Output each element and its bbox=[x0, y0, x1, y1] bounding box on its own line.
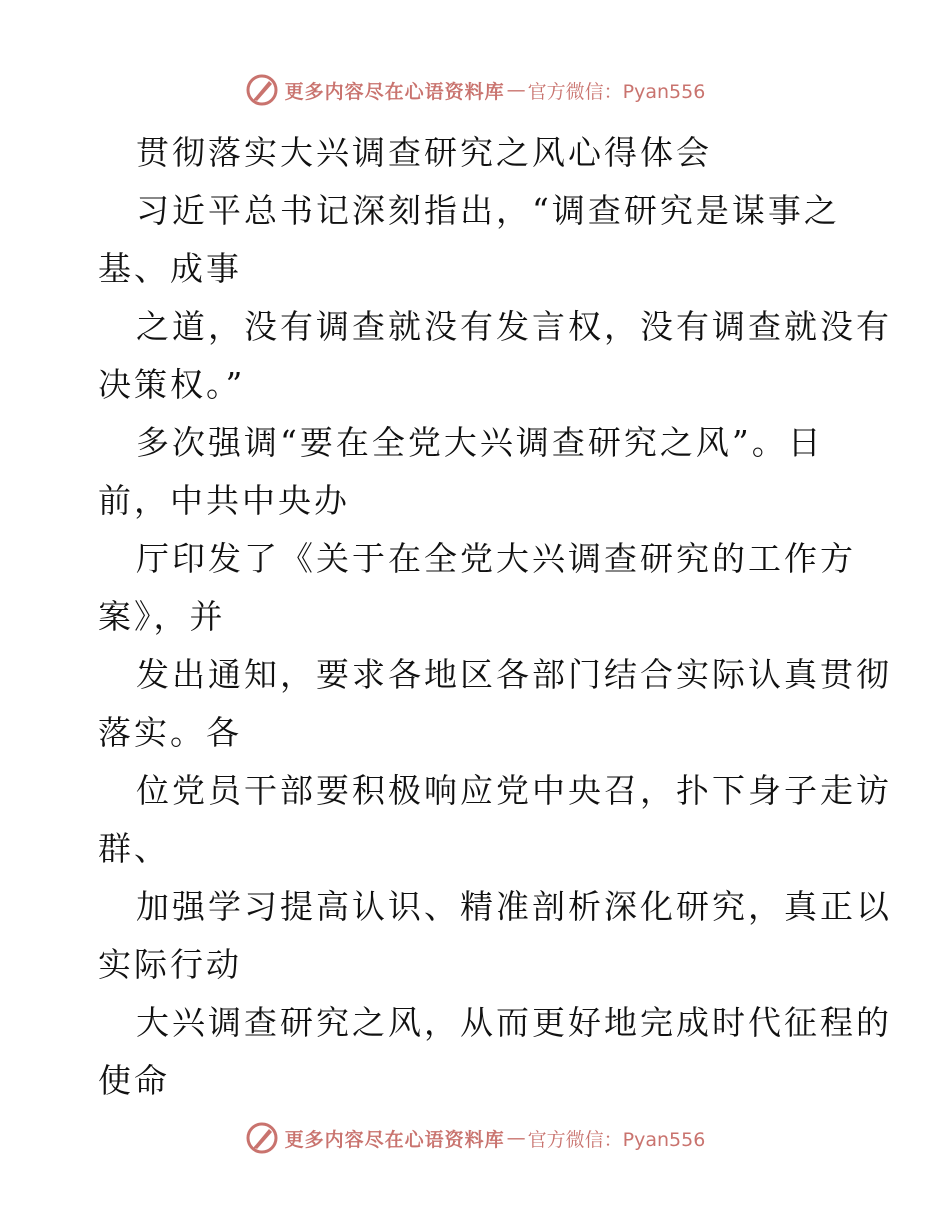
watermark-separator: — bbox=[506, 79, 526, 101]
text-line: 实际行动 bbox=[98, 945, 242, 984]
text-line: 之道，没有调查就没有发言权，没有调查就没有 bbox=[136, 307, 892, 346]
text-line: 位党员干部要积极响应党中央召，扑下身子走访 bbox=[136, 771, 892, 810]
document-body bbox=[98, 124, 892, 1110]
text-line: 大兴调查研究之风，从而更好地完成时代征程的 bbox=[136, 1003, 892, 1042]
document-title: 贯彻落实大兴调查研究之风心得体会 bbox=[136, 133, 712, 172]
watermark-text: 更多内容尽在心语资料库 bbox=[284, 80, 505, 103]
text-line: 厅印发了《关于在全党大兴调查研究的工作方 bbox=[136, 539, 856, 578]
watermark-footer bbox=[0, 1118, 950, 1158]
feather-pen-circle-icon bbox=[245, 1121, 279, 1155]
text-line: 加强学习提高认识、精准剖析深化研究，真正以 bbox=[136, 887, 892, 926]
watermark-text: 更多内容尽在心语资料库 bbox=[284, 1128, 505, 1151]
watermark-separator: — bbox=[506, 1127, 526, 1149]
text-line: 群、 bbox=[98, 829, 170, 868]
feather-pen-circle-icon bbox=[245, 73, 279, 107]
watermark-contact: 官方微信：Pyan556 bbox=[527, 80, 706, 103]
text-line: 发出通知，要求各地区各部门结合实际认真贯彻 bbox=[136, 655, 892, 694]
text-line: 前，中共中央办 bbox=[98, 481, 350, 520]
text-line: 多次强调“要在全党大兴调查研究之风”。日 bbox=[136, 423, 824, 462]
text-line: 落实。各 bbox=[98, 713, 242, 752]
text-line: 使命 bbox=[98, 1061, 170, 1100]
text-line: 基、成事 bbox=[98, 249, 242, 288]
text-line: 决策权。” bbox=[98, 365, 246, 404]
watermark-header bbox=[0, 70, 950, 110]
watermark-contact: 官方微信：Pyan556 bbox=[527, 1128, 706, 1151]
text-line: 习近平总书记深刻指出，“调查研究是谋事之 bbox=[136, 191, 840, 230]
text-line: 案》，并 bbox=[98, 597, 226, 636]
